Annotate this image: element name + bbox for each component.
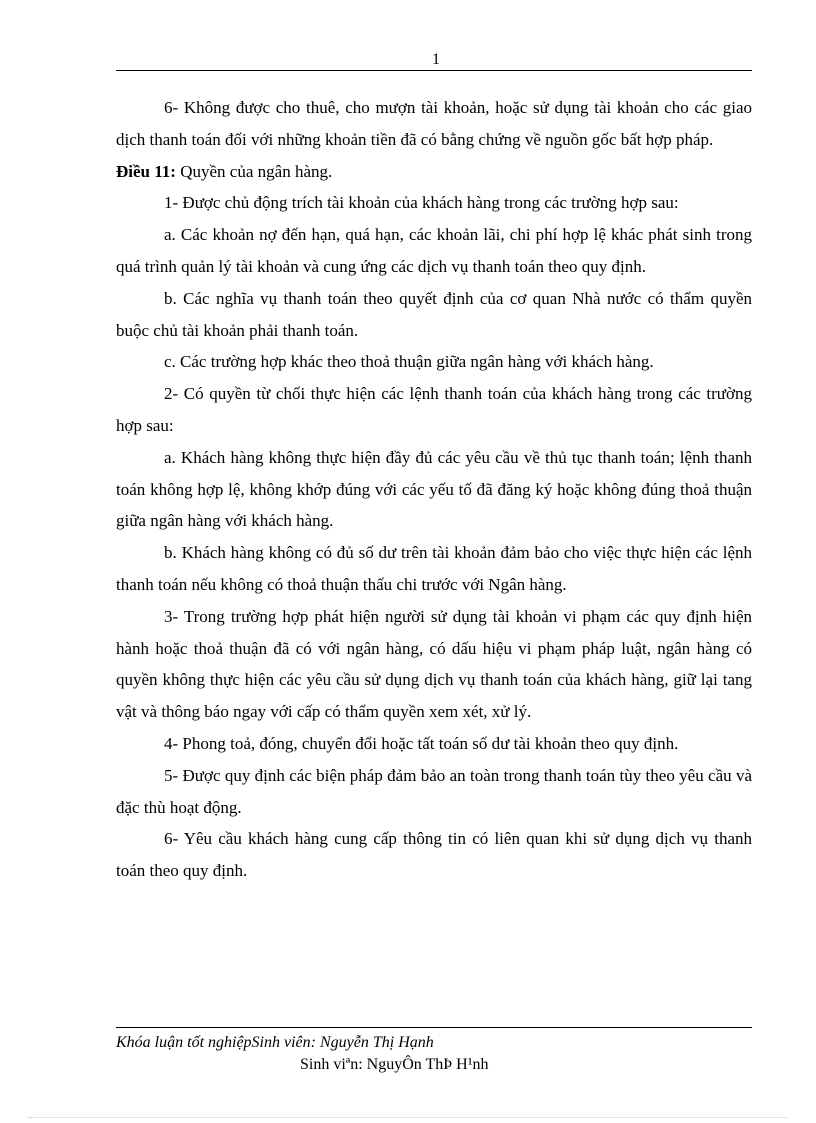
header-divider [116,70,752,71]
footer-text: Khóa luận tốt nghiệpSinh viên: Nguyễn Thị Hạnh [116,1034,434,1051]
paragraph: b. Khách hàng không có đủ số dư trên tài khoản đảm bảo cho việc thực hiện các lệnh thanh toán nếu không có thoả thuận thấu chi trước với Ngân hàng. [116,543,752,594]
footer-text-garbled: Sinh viªn: NguyÔn ThÞ H¹nh [300,1056,489,1073]
paragraph: b. Các nghĩa vụ thanh toán theo quyết định của cơ quan Nhà nước có thẩm quyền buộc chủ tài khoản phải thanh toán. [116,288,752,340]
paragraph: a. Các khoản nợ đến hạn, quá hạn, các khoản lãi, chi phí hợp lệ khác phát sinh trong quá trình quản lý tài khoản và cung ứng các dịch vụ thanh toán theo quy định. [116,225,752,276]
paragraph: 4- Phong toả, đóng, chuyển đổi hoặc tất toán số dư tài khoản theo quy định. [164,733,679,753]
footer-divider [116,1027,752,1028]
paragraph: 6- Không được cho thuê, cho mượn tài khoản, hoặc sử dụng tài khoản cho các giao dịch thanh toán đối với những khoản tiền đã có bằng chứng về nguồn gốc bất hợp pháp. [116,98,752,149]
article-label: Điều 11: [116,161,176,181]
paragraph: a. Khách hàng không thực hiện đầy đủ các yêu cầu về thủ tục thanh toán; lệnh thanh toán không hợp lệ, không khớp đúng với các yếu tố đã đăng ký hoặc không đúng thoả thuận giữa ngân hàng với khách hàng. [116,447,752,531]
page-bottom-border [28,1117,788,1118]
paragraph: 2- Có quyền từ chối thực hiện các lệnh thanh toán của khách hàng trong các trường hợp sau: [116,384,752,435]
document-body [116,92,752,887]
article-title: Quyền của ngân hàng. [175,161,333,181]
article-heading [116,156,752,188]
paragraph: 5- Được quy định các biện pháp đảm bảo an toàn trong thanh toán tùy theo yêu cầu và đặc thù hoạt động. [116,765,752,817]
paragraph: c. Các trường hợp khác theo thoả thuận giữa ngân hàng với khách hàng. [164,352,654,372]
page-number: 1 [432,51,440,68]
paragraph: 6- Yêu cầu khách hàng cung cấp thông tin có liên quan khi sử dụng dịch vụ thanh toán theo quy định. [116,829,752,881]
paragraph: 3- Trong trường hợp phát hiện người sử dụng tài khoản vi phạm các quy định hiện hành hoặc thoả thuận đã có với ngân hàng, có dấu hiệu vi phạm pháp luật, ngân hàng có quyền không thực hiện các yêu cầu sử dụng dịch vụ thanh toán của khách hàng, giữ lại tang vật và thông báo ngay với cấp có thẩm quyền xem xét, xử lý. [116,606,752,722]
paragraph: 1- Được chủ động trích tài khoản của khách hàng trong các trường hợp sau: [164,193,679,213]
